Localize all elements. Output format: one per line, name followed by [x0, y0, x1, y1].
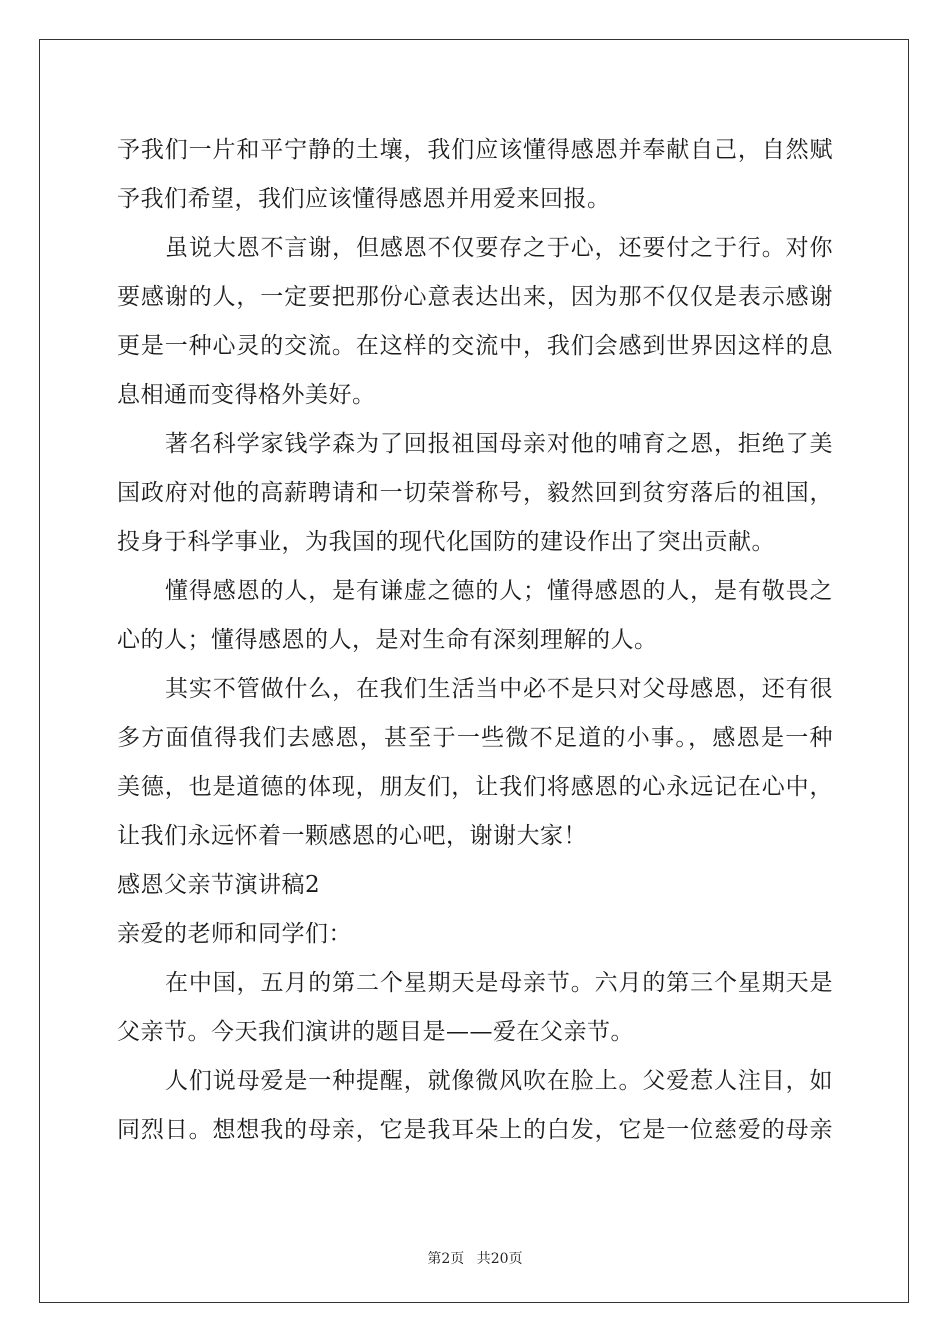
text-line: 国政府对他的高薪聘请和一切荣誉称号，毅然回到贫穷落后的祖国， — [117, 480, 833, 506]
text-line: 投身于科学事业，为我国的现代化国防的建设作出了突出贡献。 — [117, 529, 775, 555]
text-line: 更是一种心灵的交流。在这样的交流中，我们会感到世界因这样的息 — [117, 333, 833, 359]
document-body — [117, 126, 833, 1155]
page-total: 共20页 — [476, 1251, 523, 1267]
section-heading: 感恩父亲节演讲稿2 — [117, 872, 321, 898]
text-line: 予我们希望，我们应该懂得感恩并用爱来回报。 — [117, 186, 611, 212]
text-line: 人们说母爱是一种提醒，就像微风吹在脸上。父爱惹人注目，如 — [165, 1068, 833, 1094]
text-line: 著名科学家钱学森为了回报祖国母亲对他的哺育之恩，拒绝了美 — [165, 431, 833, 457]
text-line: 同烈日。想想我的母亲，它是我耳朵上的白发，它是一位慈爱的母亲 — [117, 1117, 833, 1143]
text-line: 要感谢的人，一定要把那份心意表达出来，因为那不仅仅是表示感谢 — [117, 284, 833, 310]
text-line: 心的人；懂得感恩的人，是对生命有深刻理解的人。 — [117, 627, 658, 653]
text-line: 其实不管做什么，在我们生活当中必不是只对父母感恩，还有很 — [165, 676, 833, 702]
page-number: 第2页 — [427, 1251, 465, 1267]
text-line: 亲爱的老师和同学们： — [117, 921, 352, 947]
text-line: 虽说大恩不言谢，但感恩不仅要存之于心，还要付之于行。对你 — [165, 235, 833, 261]
text-line: 让我们永远怀着一颗感恩的心吧，谢谢大家！ — [117, 823, 587, 849]
text-line: 息相通而变得格外美好。 — [117, 382, 376, 408]
text-line: 父亲节。今天我们演讲的题目是——爱在父亲节。 — [117, 1019, 634, 1045]
text-line: 在中国，五月的第二个星期天是母亲节。六月的第三个星期天是 — [165, 970, 833, 996]
text-line: 美德，也是道德的体现，朋友们，让我们将感恩的心永远记在心中， — [117, 774, 833, 800]
page-footer — [0, 1248, 950, 1268]
text-line: 多方面值得我们去感恩，甚至于一些微不足道的小事。，感恩是一种 — [117, 725, 833, 751]
text-line: 予我们一片和平宁静的土壤，我们应该懂得感恩并奉献自己，自然赋 — [117, 137, 833, 163]
text-line: 懂得感恩的人，是有谦虚之德的人；懂得感恩的人，是有敬畏之 — [165, 578, 833, 604]
